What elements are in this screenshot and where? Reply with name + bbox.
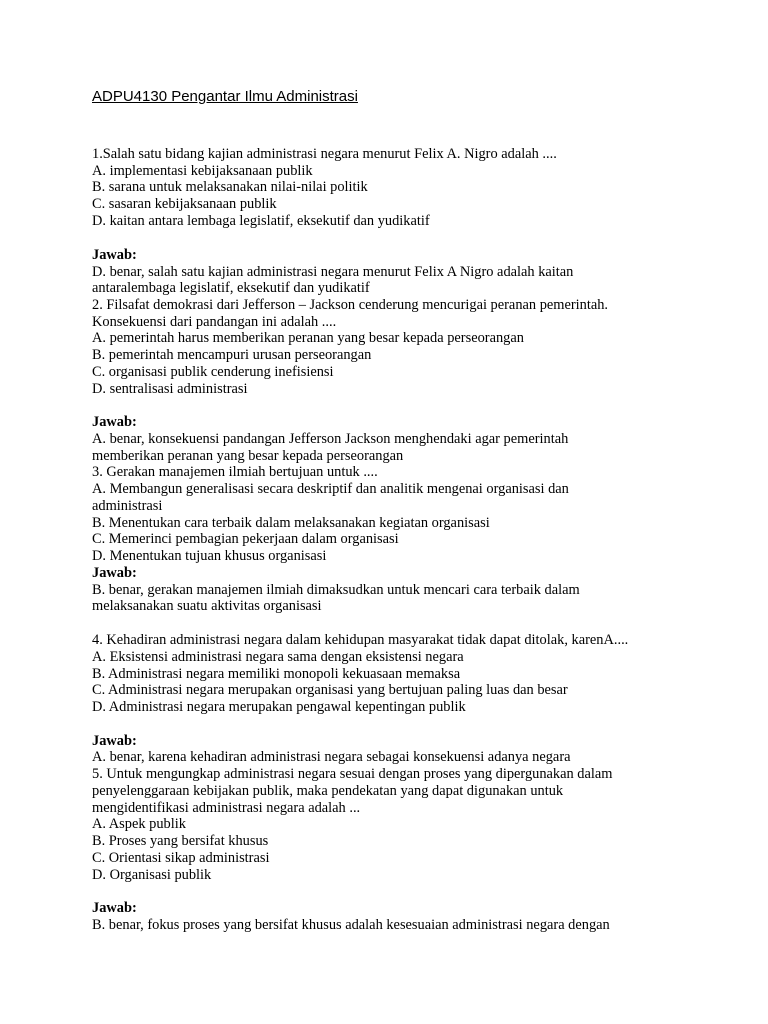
question-2-text: Konsekuensi dari pandangan ini adalah ....: [92, 314, 337, 330]
question-3-text: 3. Gerakan manajemen ilmiah bertujuan untuk ....: [92, 464, 378, 480]
question-1-option-b: B. sarana untuk melaksanakan nilai-nilai politik: [92, 179, 368, 195]
answer-4-text: A. benar, karena kehadiran administrasi negara sebagai konsekuensi adanya negara: [92, 749, 571, 765]
question-3-option-c: C. Memerinci pembagian pekerjaan dalam organisasi: [92, 531, 399, 547]
question-2-option-a: A. pemerintah harus memberikan peranan yang besar kepada perseorangan: [92, 330, 524, 346]
answer-3-text: melaksanakan suatu aktivitas organisasi: [92, 598, 322, 614]
answer-1-label: Jawab:: [92, 247, 137, 263]
question-5-text: mengidentifikasi administrasi negara adalah ...: [92, 800, 361, 816]
answer-4-label: Jawab:: [92, 733, 137, 749]
answer-3-text: B. benar, gerakan manajemen ilmiah dimaksudkan untuk mencari cara terbaik dalam: [92, 582, 580, 598]
question-4-option-a: A. Eksistensi administrasi negara sama dengan eksistensi negara: [92, 649, 464, 665]
question-4-option-b: B. Administrasi negara memiliki monopoli kekuasaan memaksa: [92, 666, 461, 682]
question-4-text: 4. Kehadiran administrasi negara dalam kehidupan masyarakat tidak dapat ditolak, karenA....: [92, 632, 629, 648]
answer-2-text: memberikan peranan yang besar kepada perseorangan: [92, 448, 404, 464]
question-5-option-b: B. Proses yang bersifat khusus: [92, 833, 269, 849]
question-3-option-d: D. Menentukan tujuan khusus organisasi: [92, 548, 327, 564]
document-title: ADPU4130 Pengantar Ilmu Administrasi: [92, 88, 358, 105]
question-3-option-a: A. Membangun generalisasi secara deskriptif dan analitik mengenai organisasi dan: [92, 481, 569, 497]
question-4-option-d: D. Administrasi negara merupakan pengawal kepentingan publik: [92, 699, 466, 715]
answer-3-label: Jawab:: [92, 565, 137, 581]
answer-1-text: antaralembaga legislatif, eksekutif dan yudikatif: [92, 280, 370, 296]
question-1-text: 1.Salah satu bidang kajian administrasi negara menurut Felix A. Nigro adalah ....: [92, 146, 557, 162]
question-5-text: 5. Untuk mengungkap administrasi negara sesuai dengan proses yang dipergunakan dalam: [92, 766, 613, 782]
answer-2-text: A. benar, konsekuensi pandangan Jefferson Jackson menghendaki agar pemerintah: [92, 431, 569, 447]
question-5-option-d: D. Organisasi publik: [92, 867, 212, 883]
answer-2-label: Jawab:: [92, 414, 137, 430]
question-2-option-b: B. pemerintah mencampuri urusan perseorangan: [92, 347, 372, 363]
question-1-option-a: A. implementasi kebijaksanaan publik: [92, 163, 313, 179]
question-5-text: penyelenggaraan kebijakan publik, maka pendekatan yang dapat digunakan untuk: [92, 783, 564, 799]
question-1-option-d: D. kaitan antara lembaga legislatif, eksekutif dan yudikatif: [92, 213, 430, 229]
answer-1-text: D. benar, salah satu kajian administrasi negara menurut Felix A Nigro adalah kaitan: [92, 264, 574, 280]
question-2-option-d: D. sentralisasi administrasi: [92, 381, 248, 397]
question-4-option-c: C. Administrasi negara merupakan organisasi yang bertujuan paling luas dan besar: [92, 682, 568, 698]
question-2-option-c: C. organisasi publik cenderung inefisiensi: [92, 364, 334, 380]
answer-5-label: Jawab:: [92, 900, 137, 916]
question-5-option-a: A. Aspek publik: [92, 816, 186, 832]
answer-5-text: B. benar, fokus proses yang bersifat khusus adalah kesesuaian administrasi negara dengan: [92, 917, 610, 933]
question-5-option-c: C. Orientasi sikap administrasi: [92, 850, 270, 866]
question-2-text: 2. Filsafat demokrasi dari Jefferson – Jackson cenderung mencurigai peranan pemerintah.: [92, 297, 609, 313]
question-3-option-b: B. Menentukan cara terbaik dalam melaksanakan kegiatan organisasi: [92, 515, 490, 531]
question-3-option-a: administrasi: [92, 498, 163, 514]
question-1-option-c: C. sasaran kebijaksanaan publik: [92, 196, 277, 212]
